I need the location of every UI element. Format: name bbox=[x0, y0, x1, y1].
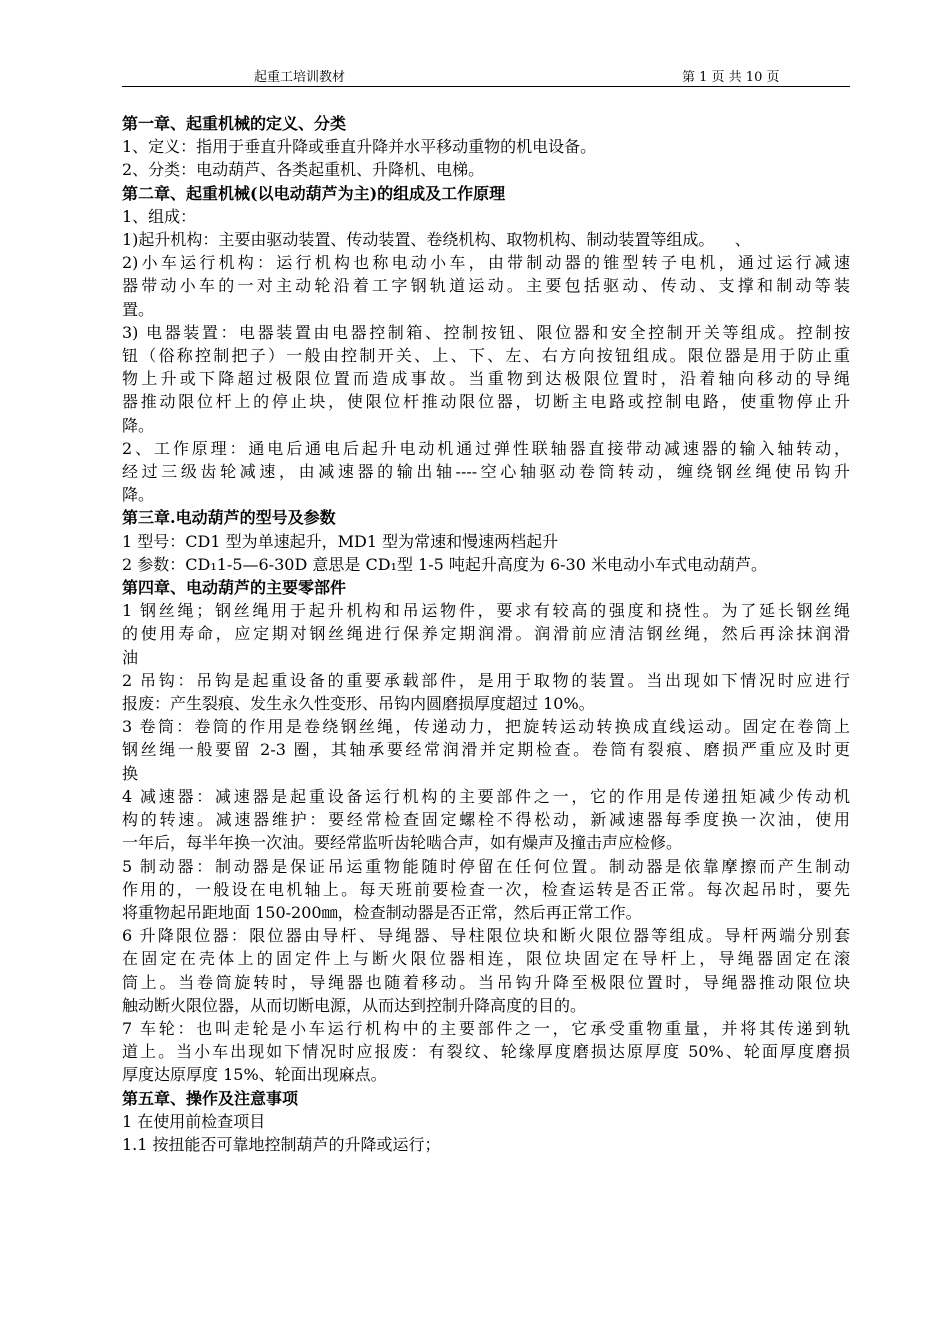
text-line: 钮（俗称控制把子）一般由控制开关、上、下、左、右方向按钮组成。限位器是用于防止重 bbox=[122, 346, 850, 366]
text-line: 2、分类：电动葫芦、各类起重机、升降机、电梯。 bbox=[122, 160, 485, 180]
text-line: 降。 bbox=[122, 485, 155, 505]
text-line: 6 升降限位器：限位器由导杆、导绳器、导柱限位块和断火限位器等组成。导杆两端分别套 bbox=[122, 926, 850, 946]
text-line: 3) 电器装置：电器装置由电器控制箱、控制按钮、限位器和安全控制开关等组成。控制按 bbox=[122, 322, 850, 342]
text-line: 器带动小车的一对主动轮沿着工字钢轨道运动。主要包括驱动、传动、支撑和制动等装 bbox=[122, 276, 850, 296]
chapter-heading: 第四章、电动葫芦的主要零部件 bbox=[122, 578, 347, 598]
text-line: 1 钢丝绳；钢丝绳用于起升机构和吊运物件，要求有较高的强度和挠性。为了延长钢丝绳 bbox=[122, 601, 850, 621]
text-line: 2、工作原理：通电后通电后起升电动机通过弹性联轴器直接带动减速器的输入轴转动， bbox=[122, 438, 850, 458]
text-line: 筒上。当卷筒旋转时，导绳器也随着移动。当吊钩升降至极限位置时，导绳器推动限位块 bbox=[122, 972, 850, 992]
text-line: 一年后，每半年换一次油。要经常监听齿轮啮合声，如有燥声及撞击声应检修。 bbox=[122, 833, 683, 853]
text-line: 4 减速器：减速器是起重设备运行机构的主要部件之一，它的作用是传递扭矩减少传动机 bbox=[122, 786, 850, 806]
text-line: 1、定义：指用于垂直升降或垂直升降并水平移动重物的机电设备。 bbox=[122, 137, 597, 157]
text-line: 物上升或下降超过极限位置而造成事故。当重物到达极限位置时，沿着轴向移动的导绳 bbox=[122, 369, 850, 389]
text-line: 3 卷筒：卷筒的作用是卷绕钢丝绳，传递动力，把旋转运动转换成直线运动。固定在卷筒上 bbox=[122, 717, 850, 737]
text-line: 降。 bbox=[122, 415, 155, 435]
text-line: 在固定在壳体上的固定件上与断火限位器相连，限位块固定在导杆上，导绳器固定在滚 bbox=[122, 949, 850, 969]
text-line: 触动断火限位器，从而切断电源，从而达到控制升降高度的目的。 bbox=[122, 995, 587, 1015]
text-line: 厚度达原厚度 15%、轮面出现麻点。 bbox=[122, 1065, 387, 1085]
text-line: 将重物起吊距地面 150-200㎜，检查制动器是否正常，然后再正常工作。 bbox=[122, 902, 642, 922]
text-line: 报废：产生裂痕、发生永久性变形、吊钩内圆磨损厚度超过 10%。 bbox=[122, 694, 595, 714]
text-line: 钢丝绳一般要留 2-3 圈，其轴承要经常润滑并定期检查。卷筒有裂痕、磨损严重应及时更 bbox=[122, 740, 850, 760]
text-line: 1、组成： bbox=[122, 206, 197, 226]
chapter-heading: 第一章、起重机械的定义、分类 bbox=[122, 114, 347, 133]
text-line: 2 参数：CD₁1-5—6-30D 意思是 CD₁型 1-5 吨起升高度为 6-30 米电动小车式电动葫芦。 bbox=[122, 554, 768, 574]
page-header bbox=[122, 64, 850, 87]
text-line: 油 bbox=[122, 647, 139, 667]
text-line: 的使用寿命，应定期对钢丝绳进行保养定期润滑。润滑前应清洁钢丝绳，然后再涂抹润滑 bbox=[122, 624, 850, 644]
text-line: 经过三级齿轮减速，由减速器的输出轴----空心轴驱动卷筒转动，缠绕钢丝绳使吊钩升 bbox=[122, 462, 850, 482]
text-line: 作用的，一般设在电机轴上。每天班前要检查一次，检查运转是否正常。每次起吊时，要先 bbox=[122, 879, 850, 899]
text-line: 5 制动器：制动器是保证吊运重物能随时停留在任何位置。制动器是依靠摩擦而产生制动 bbox=[122, 856, 850, 876]
text-line: 道上。当小车出现如下情况时应报废：有裂纹、轮缘厚度磨损达原厚度 50%、轮面厚度磨损 bbox=[122, 1042, 850, 1062]
header-title: 起重工培训教材 bbox=[254, 70, 346, 85]
chapter-heading: 第二章、起重机械(以电动葫芦为主)的组成及工作原理 bbox=[122, 183, 506, 203]
text-line: 换 bbox=[122, 763, 139, 783]
chapter-heading: 第五章、操作及注意事项 bbox=[122, 1088, 299, 1108]
text-line: 2 吊钩：吊钩是起重设备的重要承载部件，是用于取物的装置。当出现如下情况时应进行 bbox=[122, 670, 850, 690]
text-line: 1.1 按扭能否可靠地控制葫芦的升降或运行； bbox=[122, 1134, 441, 1154]
text-line: 置。 bbox=[122, 299, 155, 319]
text-line: 构的转速。减速器维护：要经常检查固定螺栓不得松动，新减速器每季度换一次油，使用 bbox=[122, 810, 850, 830]
text-line: 1)起升机构：主要由驱动装置、传动装置、卷绕机构、取物机构、制动装置等组成。 、 bbox=[122, 230, 751, 250]
text-line: 1 型号：CD1 型为单速起升，MD1 型为常速和慢速两档起升 bbox=[122, 531, 559, 551]
document-body bbox=[122, 112, 850, 1156]
header-page-info: 第 1 页 共 10 页 bbox=[682, 70, 780, 85]
chapter-heading: 第三章.电动葫芦的型号及参数 bbox=[122, 508, 336, 528]
text-line: 1 在使用前检查项目 bbox=[122, 1111, 266, 1131]
text-line: 2)小车运行机构：运行机构也称电动小车，由带制动器的锥型转子电机，通过运行减速 bbox=[122, 253, 850, 273]
text-line: 器推动限位杆上的停止块，使限位杆推动限位器，切断主电路或控制电路，使重物停止升 bbox=[122, 392, 850, 412]
text-line: 7 车轮：也叫走轮是小车运行机构中的主要部件之一，它承受重物重量，并将其传递到轨 bbox=[122, 1018, 850, 1038]
